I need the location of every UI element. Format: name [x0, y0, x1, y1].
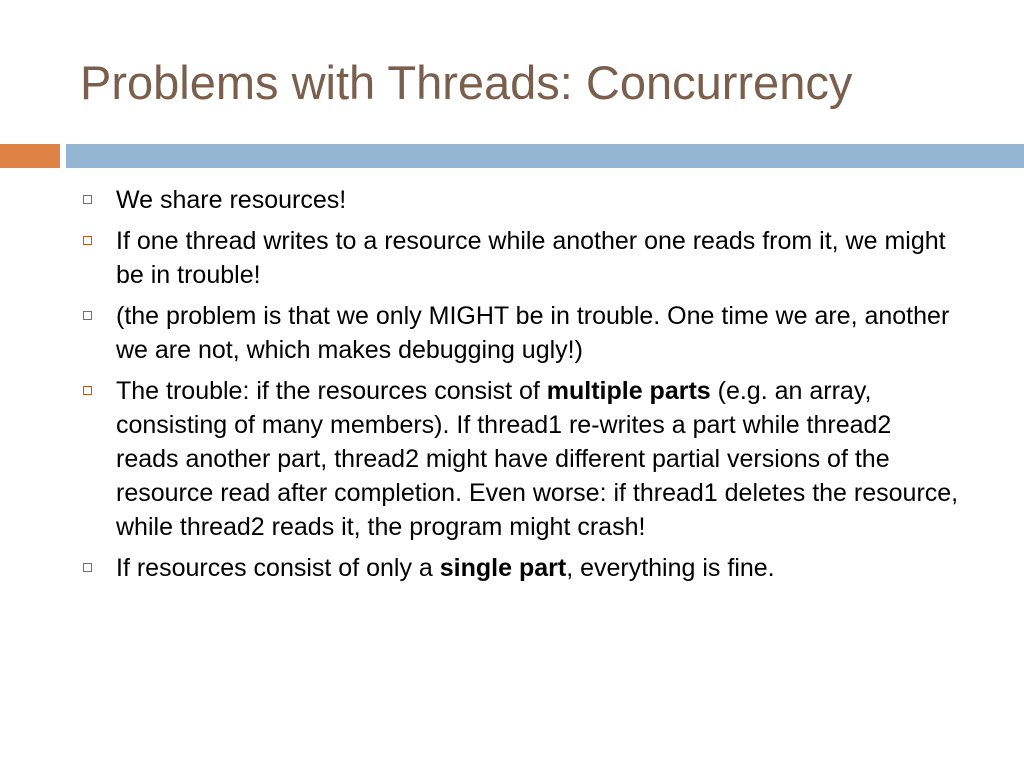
bullet-item-write-while-read	[80, 224, 960, 292]
hollow-square-icon	[83, 563, 92, 572]
hollow-square-icon	[83, 311, 92, 320]
hollow-square-icon	[83, 236, 92, 245]
accent-bar-blue	[66, 144, 1024, 168]
bullet-text-after: (e.g. an array, consisting of many members). If thread1 re-writes a part while thread2 reads another part, thread2 might have different partial versions of the resource read after completion. Even worse: if thread1 deletes the resource, while thread2 reads it, the program might crash!	[116, 377, 959, 541]
bullet-text: (the problem is that we only MIGHT be in trouble. One time we are, another we are not, which makes debugging ugly!)	[116, 302, 950, 364]
bullet-list	[80, 183, 960, 592]
bullet-text: If one thread writes to a resource while another one reads from it, we might be in trouble!	[116, 227, 946, 289]
bullet-item-multiple-parts	[80, 374, 960, 544]
bullet-emphasis: multiple parts	[546, 377, 711, 405]
bullet-text: We share resources!	[116, 186, 347, 214]
bullet-item-might-be-trouble	[80, 299, 960, 367]
bullet-item-single-part	[80, 551, 960, 585]
bullet-text-before: The trouble: if the resources consist of	[116, 377, 547, 405]
bullet-text-after: , everything is fine.	[566, 554, 775, 582]
hollow-square-icon	[83, 195, 92, 204]
bullet-text-before: If resources consist of only a	[116, 554, 440, 582]
bullet-item-share-resources	[80, 183, 960, 217]
hollow-square-icon	[83, 386, 92, 395]
bullet-emphasis: single part	[439, 554, 567, 582]
accent-bar-orange	[0, 144, 60, 168]
slide-title: Problems with Threads: Concurrency	[80, 56, 853, 109]
